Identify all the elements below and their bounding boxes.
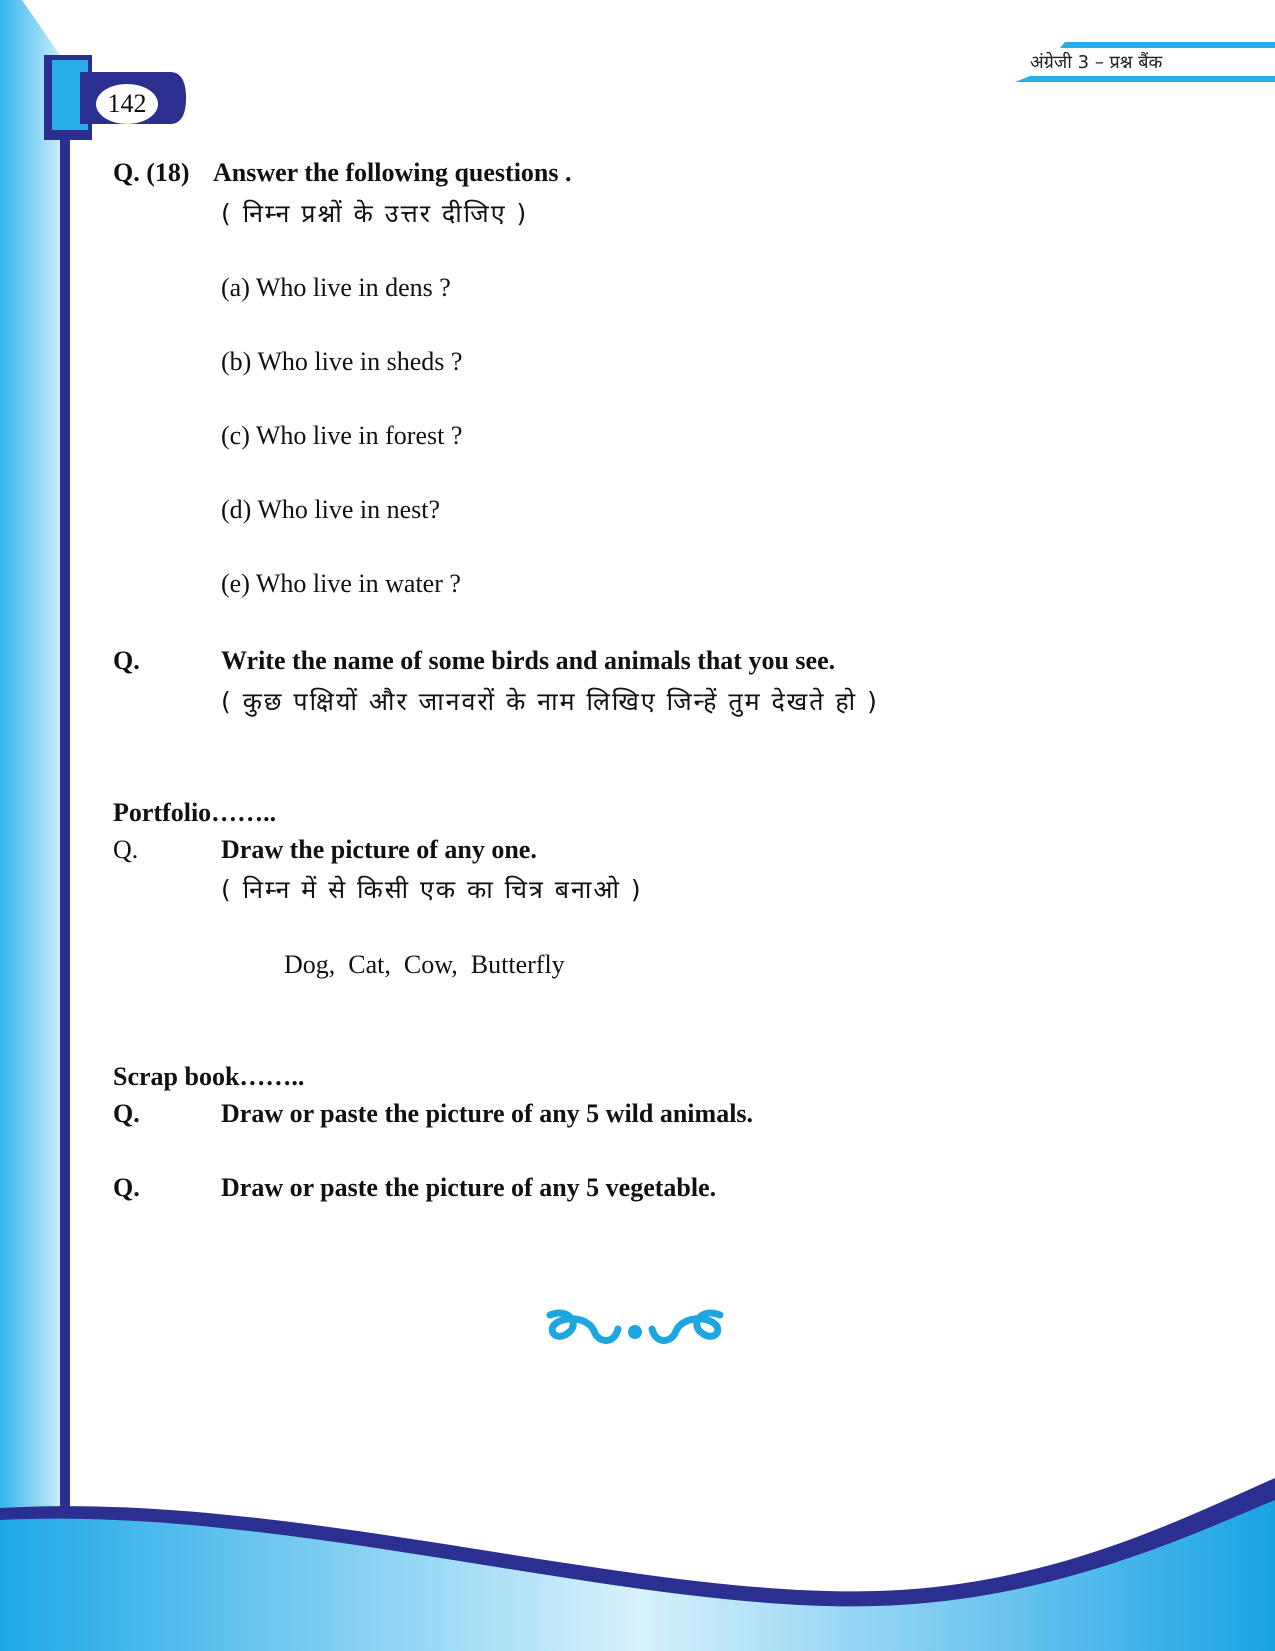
page-number: 142 [96,84,158,124]
scrapbook-q2-label: Q. [113,1173,140,1202]
q18-title: Answer the following questions . [213,158,572,187]
q18-title-hindi: ( निम्न प्रश्नों के उत्तर दीजिए ) [221,199,529,228]
q-birds-text-hindi: ( कुछ पक्षियों और जानवरों के नाम लिखिए जिन्हें तुम देखते हो ) [221,687,879,716]
scrapbook-q2-text: Draw or paste the picture of any 5 vegetable. [221,1173,717,1202]
portfolio-q-text: Draw the picture of any one. [221,835,537,864]
q18-label: Q. (18) [113,158,190,187]
q18-item-a: (a) Who live in dens ? [221,273,451,302]
portfolio-options: Dog, Cat, Cow, Butterfly [284,950,565,979]
q-birds-label: Q. [113,646,140,675]
q18-item-d: (d) Who live in nest? [221,495,441,524]
scrapbook-q1-text: Draw or paste the picture of any 5 wild animals. [221,1099,754,1128]
portfolio-q-text-hindi: ( निम्न में से किसी एक का चित्र बनाओ ) [221,875,643,904]
portfolio-heading: Portfolio…….. [113,798,277,827]
scrapbook-q1-label: Q. [113,1099,140,1128]
scrapbook-heading: Scrap book…….. [113,1062,305,1091]
running-title: अंग्रेजी 3 – प्रश्न बैंक [1030,52,1163,73]
q18-item-b: (b) Who live in sheds ? [221,347,463,376]
portfolio-q-label: Q. [113,835,139,864]
q18-item-c: (c) Who live in forest ? [221,421,463,450]
q-birds-text: Write the name of some birds and animals that you see. [221,646,836,675]
q18-item-e: (e) Who live in water ? [221,569,461,598]
ornament-icon [540,1305,730,1355]
